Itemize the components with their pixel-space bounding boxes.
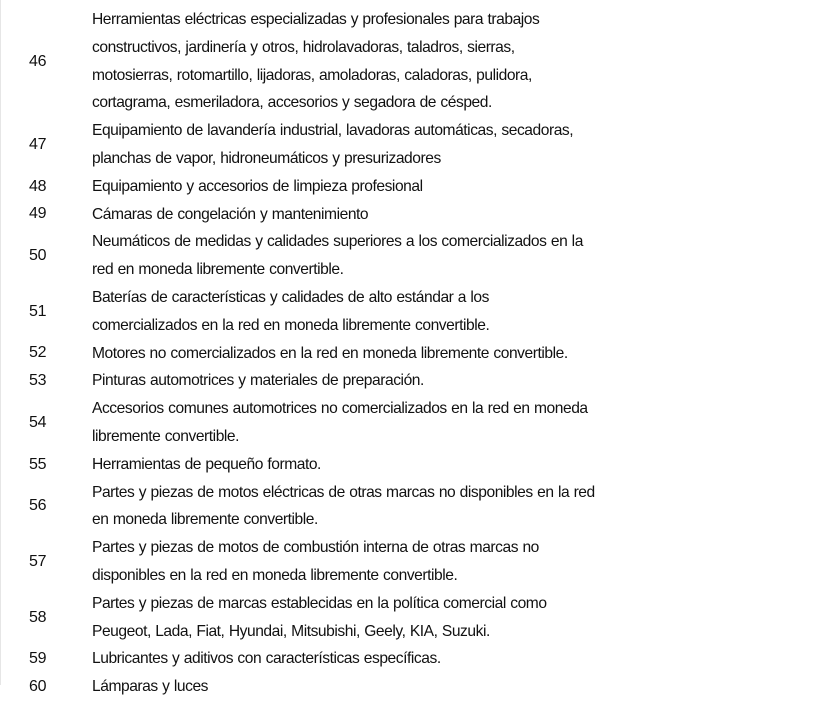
item-description [92,284,742,340]
description-line: Pinturas automotrices y materiales de preparación. [92,372,424,390]
item-number: 60 [29,678,47,696]
item-number: 56 [29,497,47,515]
list-item-55 [0,451,832,479]
description-line: libremente convertible. [92,427,240,445]
description-line: Lubricantes y aditivos con características específicas. [92,650,441,668]
list-item-53 [0,367,832,395]
list-item-51 [0,284,832,340]
description-line: Equipamiento de lavandería industrial, lavadoras automáticas, secadoras, [92,122,574,140]
description-line: Neumáticos de medidas y calidades superiores a los comercializados en la [92,233,583,251]
item-description [92,201,742,229]
description-line: disponibles en la red en moneda libremente convertible. [92,566,458,584]
item-number: 52 [29,344,47,362]
description-line: comercializados en la red en moneda libremente convertible. [92,316,490,334]
description-line: Partes y piezas de motos eléctricas de otras marcas no disponibles en la red [92,483,595,501]
list-item-47 [0,117,832,173]
item-description [92,367,742,395]
description-line: Partes y piezas de motos de combustión interna de otras marcas no [92,539,539,557]
description-line: Herramientas eléctricas especializadas y profesionales para trabajos [92,11,540,28]
description-line: Lámparas y luces [92,678,209,696]
item-description [92,673,742,701]
item-description [92,534,742,590]
description-line: Accesorios comunes automotrices no comercializados en la red en moneda [92,400,588,418]
item-number: 50 [29,247,47,265]
item-number: 57 [29,552,47,570]
item-number: 48 [29,177,47,195]
list-item-56 [0,479,832,535]
list-item-60 [0,673,832,701]
list-item-58 [0,590,832,646]
description-line: Cámaras de congelación y mantenimiento [92,205,369,223]
item-number: 47 [29,135,47,153]
description-line: planchas de vapor, hidroneumáticos y presurizadores [92,149,441,167]
item-description [92,117,742,173]
list-item-49 [0,201,832,229]
item-number: 51 [29,302,47,320]
list-item-59 [0,645,832,673]
description-line: cortagrama, esmeriladora, accesorios y segadora de césped. [92,94,492,112]
description-line: Equipamiento y accesorios de limpieza profesional [92,177,423,195]
description-line: Partes y piezas de marcas establecidas en la política comercial como [92,594,547,612]
description-line: Baterías de características y calidades de alto estándar a los [92,288,489,306]
list-item-57 [0,534,832,590]
item-number: 53 [29,372,47,390]
item-description [92,6,742,117]
list-item-48 [0,173,832,201]
item-number: 49 [29,205,47,223]
item-description [92,173,742,201]
description-line: Peugeot, Lada, Fiat, Hyundai, Mitsubishi, Geely, KIA, Suzuki. [92,622,490,640]
item-description [92,451,742,479]
list-item-50 [0,228,832,284]
description-line: en moneda libremente convertible. [92,511,318,529]
item-number: 54 [29,413,47,431]
item-description [92,340,742,368]
list-item-52 [0,340,832,368]
item-number: 59 [29,650,47,668]
item-description [92,228,742,284]
item-description [92,590,742,646]
list-item-54 [0,395,832,451]
item-description [92,395,742,451]
item-description [92,479,742,535]
description-line: Herramientas de pequeño formato. [92,455,321,473]
numbered-category-list [0,6,832,701]
description-line: red en moneda libremente convertible. [92,261,344,279]
item-description [92,645,742,673]
list-item-46 [0,6,832,117]
item-number: 55 [29,455,47,473]
item-number: 58 [29,608,47,626]
description-line: motosierras, rotomartillo, lijadoras, amoladoras, caladoras, pulidora, [92,66,532,84]
description-line: constructivos, jardinería y otros, hidrolavadoras, taladros, sierras, [92,38,515,56]
description-line: Motores no comercializados en la red en moneda libremente convertible. [92,344,568,362]
item-number: 46 [29,52,47,70]
